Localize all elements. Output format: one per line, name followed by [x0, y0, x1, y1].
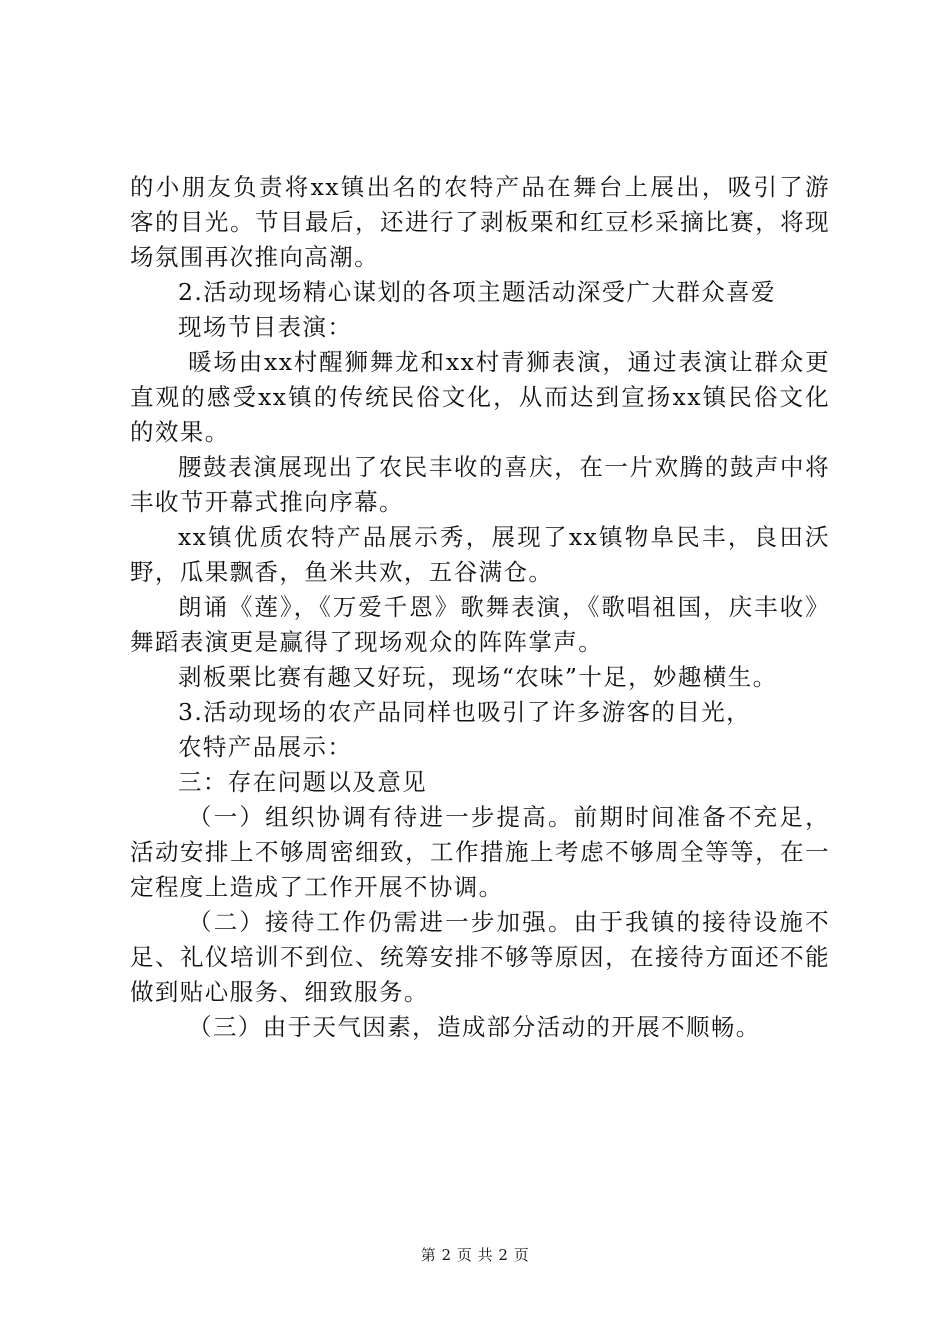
- paragraph-recitation: 朗诵《莲》，《万爱千恩》歌舞表演，《歌唱祖国，庆丰收》舞蹈表演更是赢得了现场观众的阵阵掌声。: [130, 593, 830, 656]
- page-number-footer: 第 2 页 共 2 页: [420, 1246, 530, 1264]
- paragraph-waist-drum: 腰鼓表演展现出了农民丰收的喜庆，在一片欢腾的鼓声中将丰收节开幕式推向序幕。: [130, 453, 830, 516]
- paragraph-stage-performance: 现场节目表演：: [178, 313, 353, 341]
- paragraph-warmup: 暖场由xx村醒狮舞龙和xx村青狮表演，通过表演让群众更直观的感受xx镇的传统民俗文化，从而达到宣扬xx镇民俗文化的效果。: [130, 348, 830, 446]
- paragraph-product-show: xx镇优质农特产品展示秀，展现了xx镇物阜民丰，良田沃野，瓜果飘香，鱼米共欢，五谷满仓。: [130, 523, 830, 586]
- paragraph-heading-2: 2.活动现场精心谋划的各项主题活动深受广大群众喜爱: [178, 278, 776, 306]
- document-body: [130, 170, 830, 1045]
- paragraph-heading-3: 3.活动现场的农产品同样也吸引了许多游客的目光，: [178, 698, 752, 726]
- paragraph-product-display: 农特产品展示：: [178, 733, 353, 761]
- paragraph-issue-2: （二）接待工作仍需进一步加强。由于我镇的接待设施不足、礼仪培训不到位、统筹安排不够等原因，在接待方面还不能做到贴心服务、细致服务。: [130, 908, 830, 1006]
- paragraph-continuation: 的小朋友负责将xx镇出名的农特产品在舞台上展出，吸引了游客的目光。节目最后，还进行了剥板栗和红豆杉采摘比赛，将现场氛围再次推向高潮。: [130, 173, 830, 271]
- paragraph-chestnut-contest: 剥板栗比赛有趣又好玩，现场“农味”十足，妙趣横生。: [178, 663, 778, 691]
- section-heading-issues: 三：存在问题以及意见: [178, 768, 427, 796]
- paragraph-issue-3: （三）由于天气因素，造成部分活动的开展不顺畅。: [188, 1013, 761, 1041]
- paragraph-issue-1: （一）组织协调有待进一步提高。前期时间准备不充足，活动安排上不够周密细致，工作措施上考虑不够周全等等，在一定程度上造成了工作开展不协调。: [130, 803, 830, 901]
